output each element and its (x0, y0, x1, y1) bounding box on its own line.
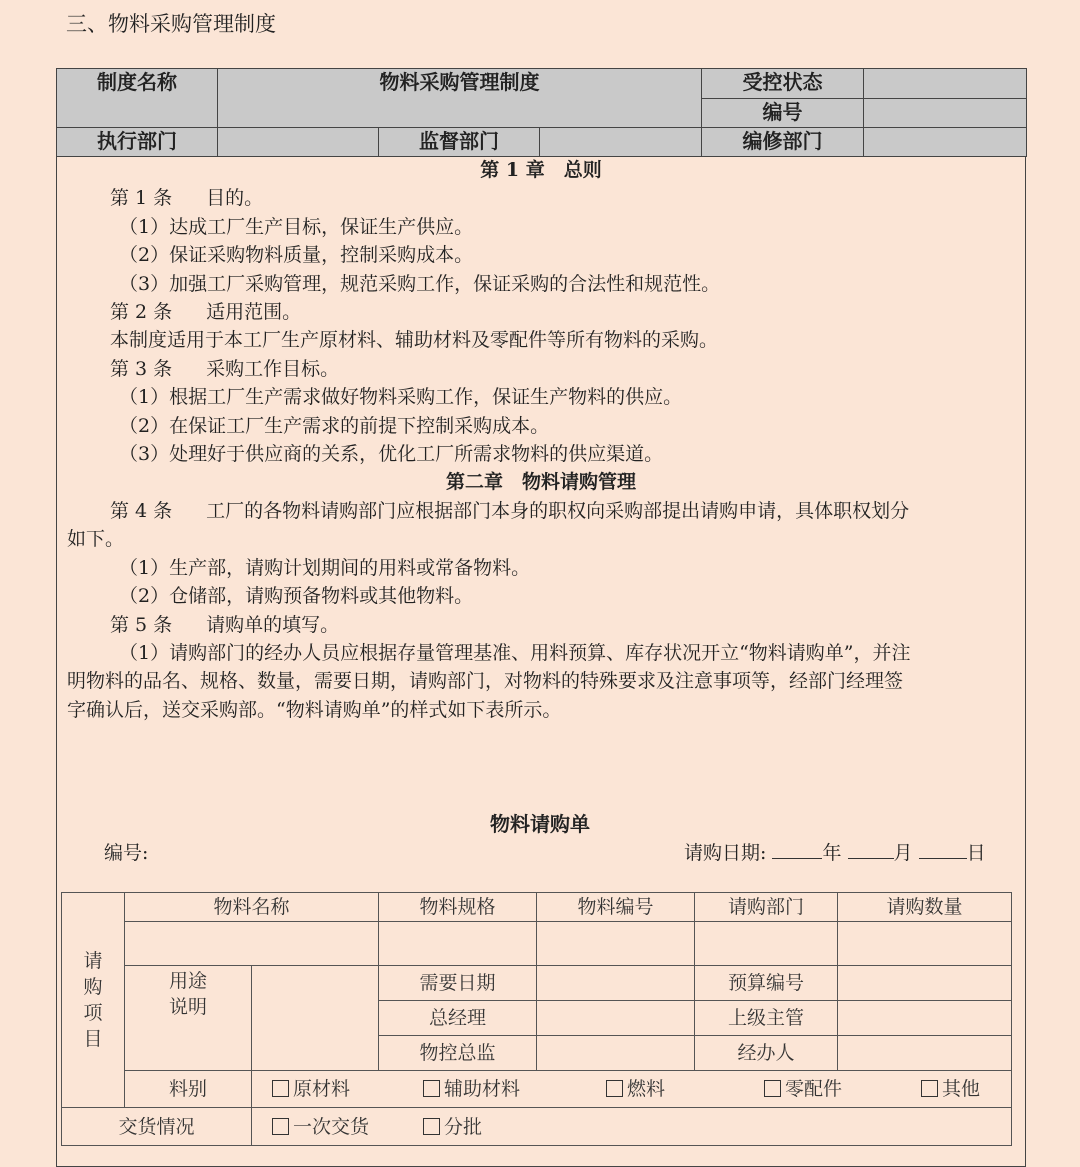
article-1-item: （2）保证采购物料质量，控制采购成本。 (119, 244, 474, 267)
side-char: 请 (83, 950, 103, 972)
article-5-title: 请购单的填写。 (206, 613, 340, 636)
article-4-item: （2）仓储部，请购预备物料或其他物料。 (119, 585, 474, 608)
checkbox-icon[interactable] (423, 1118, 440, 1135)
checkbox-icon[interactable] (606, 1080, 623, 1097)
need-date-label: 需要日期 (379, 966, 537, 1001)
header-material-code: 物料编号 (537, 893, 695, 922)
request-qty-cell[interactable] (838, 922, 1012, 966)
delivery-options (252, 1108, 1012, 1146)
general-manager-cell[interactable] (537, 1001, 695, 1036)
article-5-text-cont: 明物料的品名、规格、数量，需要日期，请购部门，对物料的特殊要求及注意事项等，经部门经理签 (67, 670, 904, 693)
usage-label (125, 966, 252, 1071)
chapter-2-title: 第二章 物料请购管理 (445, 471, 636, 494)
category-option[interactable]: 其他 (921, 1076, 980, 1102)
article-2 (67, 298, 1015, 326)
regulation-name-value: 物料采购管理制度 (218, 69, 702, 128)
article-1-item: （3）加强工厂采购管理，规范采购工作，保证采购的合法性和规范性。 (119, 272, 721, 295)
category-option[interactable]: 燃料 (606, 1076, 764, 1102)
article-2-text: 本制度适用于本工厂生产原材料、辅助材料及零配件等所有物料的采购。 (110, 329, 719, 352)
number-label: 编号 (702, 98, 864, 128)
month-label: 月 (893, 842, 913, 864)
request-dept-cell[interactable] (695, 922, 838, 966)
budget-number-label: 预算编号 (695, 966, 838, 1001)
header-request-qty: 请购数量 (838, 893, 1012, 922)
article-3-number: 第 3 条 (110, 357, 173, 380)
handler-label: 经办人 (695, 1036, 838, 1071)
month-blank[interactable] (848, 838, 894, 859)
article-4-text: 工厂的各物料请购部门应根据部门本身的职权向采购部提出请购申请，具体职权划分 (206, 499, 910, 522)
article-3-item: （2）在保证工厂生产需求的前提下控制采购成本。 (119, 414, 550, 437)
day-label: 日 (966, 842, 986, 864)
control-director-cell[interactable] (537, 1036, 695, 1071)
checkbox-icon[interactable] (764, 1080, 781, 1097)
checkbox-icon[interactable] (423, 1080, 440, 1097)
checkbox-icon[interactable] (272, 1080, 289, 1097)
article-5-text: （1）请购部门的经办人员应根据存量管理基准、用料预算、库存状况开立“物料请购单”，并注 (119, 641, 911, 664)
chapter-1-title: 第 1 章 总则 (480, 159, 602, 181)
budget-number-cell[interactable] (838, 966, 1012, 1001)
request-items-side-label (62, 893, 125, 1108)
form-date (684, 838, 986, 865)
section-title: 三、物料采购管理制度 (66, 12, 276, 36)
side-char: 目 (83, 1028, 103, 1050)
category-option[interactable]: 零配件 (764, 1076, 921, 1102)
article-2-title: 适用范围。 (206, 301, 302, 324)
supervise-dept-value (540, 128, 702, 157)
article-3 (67, 355, 1015, 383)
control-director-label: 物控总监 (379, 1036, 537, 1071)
article-5-text-cont: 字确认后，送交采购部。“物料请购单”的样式如下表所示。 (67, 698, 562, 721)
year-blank[interactable] (772, 838, 822, 859)
article-4-number: 第 4 条 (110, 499, 173, 522)
general-manager-label: 总经理 (379, 1001, 537, 1036)
form-title: 物料请购单 (490, 812, 590, 836)
edit-dept-value (864, 128, 1027, 157)
side-char: 项 (83, 1002, 103, 1024)
control-status-value (864, 69, 1027, 99)
article-4-text-cont: 如下。 (67, 528, 125, 551)
article-2-number: 第 2 条 (110, 301, 173, 324)
checkbox-icon[interactable] (272, 1118, 289, 1135)
article-3-title: 采购工作目标。 (206, 357, 340, 380)
supervise-dept-label: 监督部门 (379, 128, 540, 157)
delivery-label: 交货情况 (62, 1108, 252, 1146)
article-3-item: （3）处理好于供应商的关系，优化工厂所需求物料的供应渠道。 (119, 443, 664, 466)
material-name-cell[interactable] (125, 922, 379, 966)
usage-cell[interactable] (252, 966, 379, 1071)
edit-dept-label: 编修部门 (702, 128, 864, 157)
form-number-label: 编号: (104, 842, 149, 864)
category-option[interactable]: 原材料 (272, 1076, 423, 1102)
header-material-spec: 物料规格 (379, 893, 537, 922)
article-3-item: （1）根据工厂生产需求做好物料采购工作，保证生产物料的供应。 (119, 386, 683, 409)
checkbox-icon[interactable] (921, 1080, 938, 1097)
material-spec-cell[interactable] (379, 922, 537, 966)
supervisor-label: 上级主管 (695, 1001, 838, 1036)
form-date-label: 请购日期: (684, 842, 767, 864)
delivery-option[interactable]: 分批 (423, 1114, 482, 1140)
category-options (252, 1071, 1012, 1108)
article-5 (67, 611, 1015, 639)
article-4 (67, 497, 1015, 525)
handler-cell[interactable] (838, 1036, 1012, 1071)
article-1 (67, 184, 1015, 212)
article-4-item: （1）生产部，请购计划期间的用料或常备物料。 (119, 556, 531, 579)
article-1-item: （1）达成工厂生产目标，保证生产供应。 (119, 215, 474, 238)
delivery-option[interactable]: 一次交货 (272, 1114, 423, 1140)
category-label: 料别 (125, 1071, 252, 1108)
header-request-dept: 请购部门 (695, 893, 838, 922)
category-option[interactable]: 辅助材料 (423, 1076, 606, 1102)
article-1-number: 第 1 条 (110, 187, 173, 210)
need-date-cell[interactable] (537, 966, 695, 1001)
usage-label-line: 说明 (168, 996, 207, 1018)
day-blank[interactable] (919, 838, 967, 859)
regulation-meta-table (56, 68, 1027, 157)
usage-label-line: 用途 (168, 970, 207, 992)
header-material-name: 物料名称 (125, 893, 379, 922)
side-char: 购 (83, 976, 103, 998)
exec-dept-value (218, 128, 379, 157)
article-1-title: 目的。 (206, 187, 264, 210)
number-value (864, 98, 1027, 128)
material-code-cell[interactable] (537, 922, 695, 966)
exec-dept-label: 执行部门 (57, 128, 218, 157)
regulation-name-label: 制度名称 (57, 69, 218, 128)
purchase-request-table (61, 892, 1012, 1146)
control-status-label: 受控状态 (702, 69, 864, 99)
supervisor-cell[interactable] (838, 1001, 1012, 1036)
year-label: 年 (822, 842, 842, 864)
article-5-number: 第 5 条 (110, 613, 173, 636)
regulation-body (67, 156, 1015, 724)
